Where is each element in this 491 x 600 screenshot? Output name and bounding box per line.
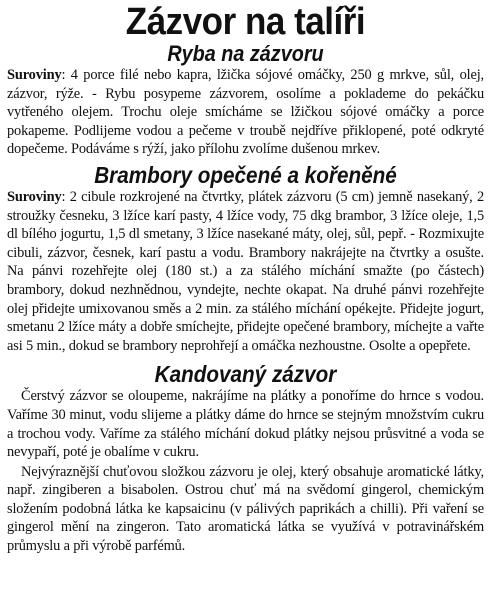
kandovany-paragraph-2: Nejvýraznější chuťovou složkou zázvoru je olej, který obsahuje aromatické látky, např. zingiberen a bisabolen. Ostrou chuť má na svědomí gingerol, chemickým složením podobná látka ke kapsaicinu (v pálivých paprikách a chilli). Při vaření se gingerol mění na zingeron. Tato aromatická látka se využívá v potravinářském průmyslu a při výrobě parfémů. xyxy=(7,463,484,555)
recipe-ryba-body: : 4 porce filé nebo kapra, lžička sójové omáčky, 250 g mrkve, sůl, olej, zázvor, rýže. - Rybu posypeme zázvorem, osolíme a poklademe do pekáčku vytřeného olejem. Trochu oleje smícháme se lžičkou sójové omáčky a porce pokapeme. Podlijeme vodou a pečeme v troubě nejdříve přiklopené, poté odkryté dopečeme. Podáváme s rýží, jako přílohu zvolíme dušenou mrkev. xyxy=(7,67,484,158)
ingredients-label: Suroviny xyxy=(7,188,62,205)
section-heading-kandovany: Kandovaný zázvor xyxy=(154,361,337,388)
section-heading-brambory: Brambory opečené a kořeněné xyxy=(94,161,397,188)
kandovany-paragraph-1: Čerstvý zázvor se oloupeme, nakrájíme na plátky a ponoříme do hrnce s vodou. Vaříme 30 minut, vodu slijeme a plátky dáme do hrnce se stejným množstvím cukru a trochou vody. Vaříme za stálého míchání dokud plátky nejsou průsvitné a voda se nevypaří, poté je obalíme v cukru. xyxy=(7,388,484,461)
page-title: Zázvor na talíři xyxy=(125,1,366,43)
recipe-brambory-text xyxy=(7,188,484,355)
section-heading-ryba: Ryba na zázvoru xyxy=(167,41,324,66)
ingredients-label: Suroviny xyxy=(7,67,62,83)
recipe-brambory-body: : 2 cibule rozkrojené na čtvrtky, plátek zázvoru (5 cm) jemně nasekaný, 2 stroužky česneku, 3 lžíce karí pasty, 4 lžíce vody, 75 dkg brambor, 3 lžíce oleje, 1,5 dl bílého jogurtu, 1,5 dl smetany, 3 lžíce nasekané máty, olej, sůl, pepř. - Rozmixujte cibuli, zázvor, česnek, karí pastu a vodu. Brambory nakrájejte na čtvrtky a osušte. Na pánvi rozehřejte olej (180 st.) a za stálého míchání smažte (po částech) brambory, dokud nezhnědnou, vyndejte, nechte okapat. Na druhé pánvi rozehřejte olej přidejte umixovanou směs a 2 min. za stálého míchání opékejte. Přidejte jogurt, smetanu 2 lžíce máty a dobře smíchejte, přidejte opečené brambory, míchejte a vařte asi 5 min., dokud se brambory neprohřejí a omáčka nezhoustne. Osolte a opepřete. xyxy=(7,188,484,354)
recipe-ryba-text xyxy=(7,66,484,159)
